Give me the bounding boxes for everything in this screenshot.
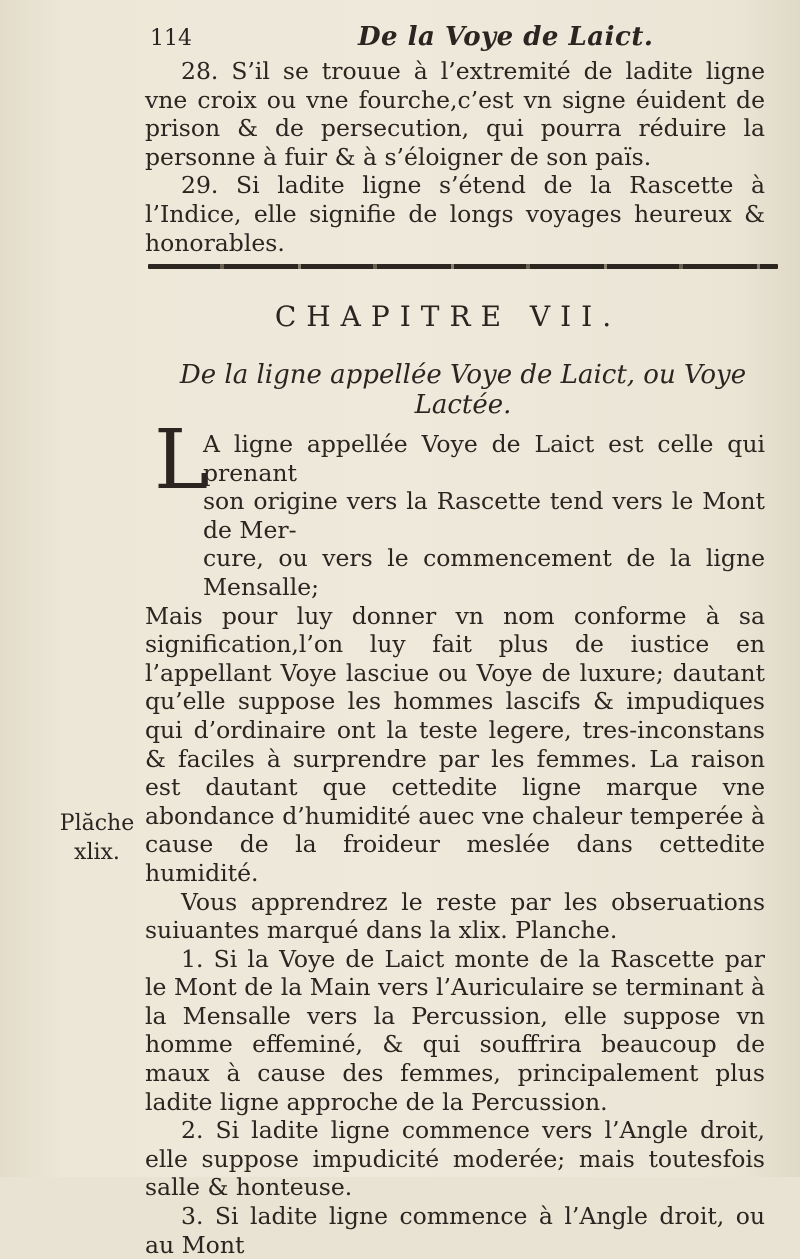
- drop-capital: L: [154, 413, 209, 508]
- running-title: De la Voye de Laict.: [358, 22, 654, 52]
- running-head: [150, 20, 760, 52]
- opening-line-2: son origine vers la Rascette tend vers le Mont de Mer-: [203, 487, 765, 544]
- observations-intro: Vous apprendrez le reste par les obseruations suiuantes marqué dans la xlix. Planche.: [145, 887, 765, 945]
- chapter-title: CHAPITRE VII.: [274, 300, 622, 333]
- paragraph-item-29: 29. Si ladite ligne s’étend de la Rascette à l’Indice, elle signifie de longs voyages heureux & honorables.: [145, 171, 765, 257]
- opening-line-1: A ligne appellée Voye de Laict est celle qui prenant: [203, 430, 765, 487]
- margin-note-line-1: Plăche: [59, 811, 135, 836]
- opening-paragraph-rest: Mais pour luy donner vn nom conforme à sa signification,l’on luy fait plus de iustice en l’appellant Voye lasciue ou Voye de luxure; dautant qu’elle suppose les hommes lascifs & impudiques qui d’ordinaire ont la teste legere, tres-inconstans & faciles à surprendre par les femmes. La raison est dautant que cettedite ligne marque vne abondance d’humidité auec vne chaleur temperée à cause de la froideur meslée dans cettedite humidité.: [145, 601, 765, 887]
- top-paragraphs: [145, 57, 765, 257]
- chapter-body: [145, 430, 765, 1259]
- ornamental-rule: [148, 264, 778, 269]
- observation-item-1: 1. Si la Voye de Laict monte de la Rascette par le Mont de la Main vers l’Auriculaire se terminant à la Mensalle vers la Percussion, elle suppose vn homme effeminé, & qui souffrira beaucoup de maux à cause des femmes, principalement plus ladite ligne approche de la Percussion.: [145, 944, 765, 1116]
- observation-item-3: 3. Si ladite ligne commence à l’Angle droit, ou au Mont: [145, 1202, 765, 1259]
- margin-note-line-2: xlix.: [74, 839, 120, 865]
- page-number: 114: [150, 26, 192, 51]
- observation-item-2: 2. Si ladite ligne commence vers l’Angle droit, elle suppose impudicité moderée; mais toutesfois salle & honteuse.: [145, 1116, 765, 1202]
- chapter-subtitle: De la ligne appellée Voye de Laict, ou Voye Lactée.: [179, 360, 747, 420]
- margin-note: [56, 810, 138, 867]
- opening-line-3: cure, ou vers le commencement de la ligne Mensalle;: [203, 544, 765, 601]
- paragraph-item-28: 28. S’il se trouue à l’extremité de ladite ligne vne croix ou vne fourche,c’est vn signe éuident de prison & de persecution, qui pourra réduire la personne à fuir & à s’éloigner de son païs.: [145, 57, 765, 171]
